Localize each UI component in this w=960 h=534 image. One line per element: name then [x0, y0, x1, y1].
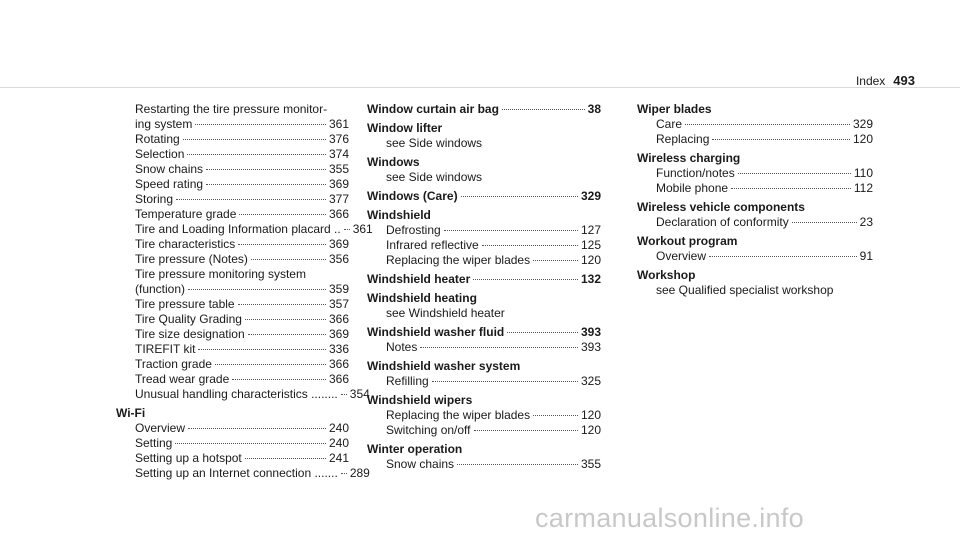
- entry-text: see Side windows: [386, 136, 483, 150]
- page-ref[interactable]: 120: [580, 408, 601, 422]
- entry-text: Overview: [656, 249, 707, 263]
- entry-text: Rotating: [135, 132, 180, 146]
- dot-leader: [533, 260, 578, 261]
- entry-text: Tire Quality Grading: [135, 312, 242, 326]
- index-sub-entry[interactable]: [116, 222, 373, 237]
- page-ref[interactable]: 112: [853, 181, 873, 195]
- index-sub-entry[interactable]: [116, 132, 349, 147]
- page-ref[interactable]: 329: [852, 117, 873, 131]
- entry-text: Temperature grade: [135, 207, 237, 221]
- page-ref[interactable]: 369: [328, 177, 349, 191]
- entry-text: see Windshield heater: [386, 306, 505, 320]
- index-sub-entry[interactable]: [367, 223, 601, 238]
- index-sub-entry: [116, 102, 349, 117]
- entry-text: Defrosting: [386, 223, 441, 237]
- page-ref[interactable]: 38: [587, 102, 601, 116]
- page-number: 493: [893, 73, 915, 88]
- index-column-3: [637, 102, 873, 298]
- index-sub-entry[interactable]: [116, 451, 349, 466]
- dot-leader: [712, 139, 850, 140]
- entry-text: Windshield heating: [367, 291, 477, 305]
- index-main-entry: [367, 442, 601, 457]
- page-ref[interactable]: 366: [328, 357, 349, 371]
- page-ref[interactable]: 376: [328, 132, 349, 146]
- index-main-entry: [637, 234, 873, 249]
- entry-text: Declaration of conformity: [656, 215, 789, 229]
- index-main-entry: [367, 291, 601, 306]
- page-ref[interactable]: 369: [328, 327, 349, 341]
- entry-text: Snow chains: [135, 162, 204, 176]
- page-ref[interactable]: 132: [580, 272, 601, 286]
- index-sub-entry[interactable]: [637, 132, 873, 147]
- dot-leader: [188, 289, 326, 290]
- dot-leader: [188, 428, 326, 429]
- dot-leader: [709, 256, 857, 257]
- page-ref[interactable]: 361: [328, 117, 349, 131]
- entry-text: Refilling: [386, 374, 429, 388]
- page-ref[interactable]: 125: [580, 238, 601, 252]
- index-sub-entry[interactable]: [116, 312, 349, 327]
- index-sub-entry: [367, 170, 601, 185]
- dot-leader: [432, 381, 578, 382]
- index-sub-entry: [367, 306, 601, 321]
- index-sub-entry[interactable]: [116, 342, 349, 357]
- entry-text: Overview: [135, 421, 186, 435]
- entry-text: Setting up an Internet connection .......: [135, 466, 338, 480]
- entry-text: Windows (Care): [367, 189, 458, 203]
- entry-text: Windshield: [367, 208, 431, 222]
- entry-text: Tire pressure monitoring system: [135, 267, 306, 281]
- dot-leader: [482, 245, 578, 246]
- page-ref[interactable]: 369: [328, 237, 349, 251]
- index-sub-entry[interactable]: [367, 340, 601, 355]
- index-sub-entry[interactable]: [116, 207, 349, 222]
- dot-leader: [344, 229, 350, 230]
- page-ref[interactable]: 359: [328, 282, 349, 296]
- index-sub-entry: [637, 283, 873, 298]
- index-sub-entry[interactable]: [116, 177, 349, 192]
- page-ref[interactable]: 120: [580, 423, 601, 437]
- dot-leader: [175, 443, 326, 444]
- index-sub-entry[interactable]: [367, 238, 601, 253]
- index-main-entry[interactable]: [367, 102, 601, 117]
- page-ref[interactable]: 355: [580, 457, 601, 471]
- page-ref[interactable]: 110: [853, 166, 873, 180]
- entry-text: ing system: [135, 117, 193, 131]
- entry-text: Windows: [367, 155, 420, 169]
- dot-leader: [457, 464, 578, 465]
- dot-leader: [533, 415, 578, 416]
- entry-text: Tire pressure table: [135, 297, 235, 311]
- dot-leader: [215, 364, 326, 365]
- entry-text: Workout program: [637, 234, 738, 248]
- dot-leader: [245, 319, 326, 320]
- entry-text: Windshield washer fluid: [367, 325, 505, 339]
- page-header: [856, 73, 915, 89]
- index-sub-entry[interactable]: [367, 457, 601, 472]
- page-ref[interactable]: 355: [328, 162, 349, 176]
- page-ref[interactable]: 393: [580, 325, 601, 339]
- dot-leader: [792, 222, 857, 223]
- index-sub-entry[interactable]: [116, 192, 349, 207]
- index-sub-entry[interactable]: [637, 215, 873, 230]
- entry-text: (function): [135, 282, 186, 296]
- dot-leader: [238, 304, 326, 305]
- index-sub-entry: [116, 267, 349, 282]
- entry-text: see Side windows: [386, 170, 483, 184]
- dot-leader: [341, 473, 347, 474]
- index-sub-entry[interactable]: [116, 436, 349, 451]
- index-sub-entry[interactable]: [116, 282, 349, 297]
- entry-text: Tire pressure (Notes): [135, 252, 248, 266]
- index-main-entry: [367, 155, 601, 170]
- dot-leader: [731, 188, 851, 189]
- entry-text: Function/notes: [656, 166, 735, 180]
- entry-text: Wireless charging: [637, 151, 741, 165]
- dot-leader: [245, 458, 326, 459]
- index-sub-entry[interactable]: [367, 408, 601, 423]
- index-main-entry: [637, 200, 873, 215]
- dot-leader: [232, 379, 326, 380]
- index-main-entry: [367, 393, 601, 408]
- page-ref[interactable]: 240: [328, 436, 349, 450]
- dot-leader: [239, 214, 326, 215]
- page-ref[interactable]: 241: [328, 451, 349, 465]
- index-sub-entry[interactable]: [116, 421, 349, 436]
- index-sub-entry[interactable]: [637, 166, 873, 181]
- entry-text: Windshield washer system: [367, 359, 521, 373]
- index-sub-entry[interactable]: [116, 466, 370, 481]
- header-rule: [0, 87, 960, 88]
- page-ref[interactable]: 361: [352, 222, 373, 236]
- index-sub-entry[interactable]: [637, 249, 873, 264]
- page-ref[interactable]: 336: [328, 342, 349, 356]
- dot-leader: [474, 430, 578, 431]
- entry-text: TIREFIT kit: [135, 342, 196, 356]
- entry-text: Setting: [135, 436, 173, 450]
- dot-leader: [444, 230, 578, 231]
- entry-text: Replacing the wiper blades: [386, 408, 531, 422]
- entry-text: Windshield heater: [367, 272, 471, 286]
- index-sub-entry[interactable]: [116, 387, 370, 402]
- index-sub-entry[interactable]: [116, 147, 349, 162]
- entry-text: Window curtain air bag: [367, 102, 499, 116]
- index-main-entry: [367, 208, 601, 223]
- watermark: carmanualsonline.info: [535, 503, 804, 533]
- page-ref[interactable]: 366: [328, 372, 349, 386]
- index-sub-entry[interactable]: [637, 117, 873, 132]
- dot-leader: [183, 139, 326, 140]
- entry-text: Switching on/off: [386, 423, 471, 437]
- page-ref[interactable]: 393: [580, 340, 601, 354]
- entry-text: Workshop: [637, 268, 696, 282]
- page-ref[interactable]: 356: [328, 252, 349, 266]
- entry-text: Care: [656, 117, 683, 131]
- index-sub-entry[interactable]: [116, 237, 349, 252]
- dot-leader: [206, 184, 326, 185]
- page-ref[interactable]: 366: [328, 207, 349, 221]
- entry-text: Tread wear grade: [135, 372, 230, 386]
- index-main-entry: [367, 359, 601, 374]
- entry-text: Snow chains: [386, 457, 455, 471]
- entry-text: Notes: [386, 340, 418, 354]
- entry-text: Window lifter: [367, 121, 443, 135]
- index-main-entry[interactable]: [367, 272, 601, 287]
- entry-text: Setting up a hotspot: [135, 451, 242, 465]
- index-main-entry: [367, 121, 601, 136]
- index-label: Index: [855, 74, 886, 88]
- page-ref[interactable]: 120: [852, 132, 873, 146]
- page-ref[interactable]: 377: [328, 192, 349, 206]
- index-sub-entry[interactable]: [367, 423, 601, 438]
- page-ref[interactable]: 357: [328, 297, 349, 311]
- index-sub-entry[interactable]: [637, 181, 873, 196]
- index-sub-entry[interactable]: [367, 253, 601, 268]
- dot-leader: [341, 394, 347, 395]
- page-ref[interactable]: 374: [328, 147, 349, 161]
- dot-leader: [187, 154, 326, 155]
- entry-text: Restarting the tire pressure monitor-: [135, 102, 328, 116]
- index-main-entry: [637, 151, 873, 166]
- dot-leader: [473, 279, 578, 280]
- dot-leader: [502, 109, 585, 110]
- page-ref[interactable]: 354: [349, 387, 370, 401]
- index-main-entry[interactable]: [367, 325, 601, 340]
- entry-text: see Qualified specialist workshop: [656, 283, 834, 297]
- index-main-entry[interactable]: [367, 189, 601, 204]
- index-sub-entry[interactable]: [116, 162, 349, 177]
- index-sub-entry[interactable]: [116, 252, 349, 267]
- index-column-1: [116, 102, 373, 481]
- entry-text: Mobile phone: [656, 181, 729, 195]
- index-column-2: [367, 102, 601, 472]
- index-sub-entry[interactable]: [116, 357, 349, 372]
- dot-leader: [461, 196, 578, 197]
- entry-text: Selection: [135, 147, 185, 161]
- page-ref[interactable]: 329: [580, 189, 601, 203]
- entry-text: Replacing: [656, 132, 710, 146]
- index-main-entry: [637, 102, 873, 117]
- index-sub-entry[interactable]: [367, 374, 601, 389]
- entry-text: Windshield wipers: [367, 393, 473, 407]
- page-ref[interactable]: 366: [328, 312, 349, 326]
- index-sub-entry[interactable]: [116, 372, 349, 387]
- entry-text: Wi-Fi: [116, 406, 146, 420]
- page-ref[interactable]: 23: [859, 215, 873, 229]
- page-ref[interactable]: 120: [580, 253, 601, 267]
- dot-leader: [738, 173, 851, 174]
- entry-text: Traction grade: [135, 357, 212, 371]
- entry-text: Winter operation: [367, 442, 463, 456]
- dot-leader: [238, 244, 326, 245]
- entry-text: Tire characteristics: [135, 237, 236, 251]
- dot-leader: [507, 332, 578, 333]
- dot-leader: [198, 349, 326, 350]
- entry-text: Infrared reflective: [386, 238, 479, 252]
- index-sub-entry[interactable]: [116, 327, 349, 342]
- index-sub-entry[interactable]: [116, 297, 349, 312]
- dot-leader: [195, 124, 326, 125]
- entry-text: Wiper blades: [637, 102, 712, 116]
- dot-leader: [420, 347, 578, 348]
- entry-text: Storing: [135, 192, 174, 206]
- entry-text: Speed rating: [135, 177, 204, 191]
- entry-text: Tire size designation: [135, 327, 245, 341]
- page-ref[interactable]: 127: [580, 223, 601, 237]
- entry-text: Unusual handling characteristics ........: [135, 387, 338, 401]
- entry-text: Tire and Loading Information placard ..: [135, 222, 341, 236]
- index-sub-entry: [367, 136, 601, 151]
- page-ref[interactable]: 289: [349, 466, 370, 480]
- page-ref[interactable]: 325: [580, 374, 601, 388]
- dot-leader: [176, 199, 326, 200]
- index-main-entry: [116, 406, 349, 421]
- page-ref[interactable]: 240: [328, 421, 349, 435]
- dot-leader: [248, 334, 326, 335]
- entry-text: Replacing the wiper blades: [386, 253, 531, 267]
- page-ref[interactable]: 91: [859, 249, 873, 263]
- dot-leader: [685, 124, 850, 125]
- index-sub-entry[interactable]: [116, 117, 349, 132]
- dot-leader: [251, 259, 326, 260]
- dot-leader: [206, 169, 326, 170]
- index-main-entry: [637, 268, 873, 283]
- entry-text: Wireless vehicle components: [637, 200, 805, 214]
